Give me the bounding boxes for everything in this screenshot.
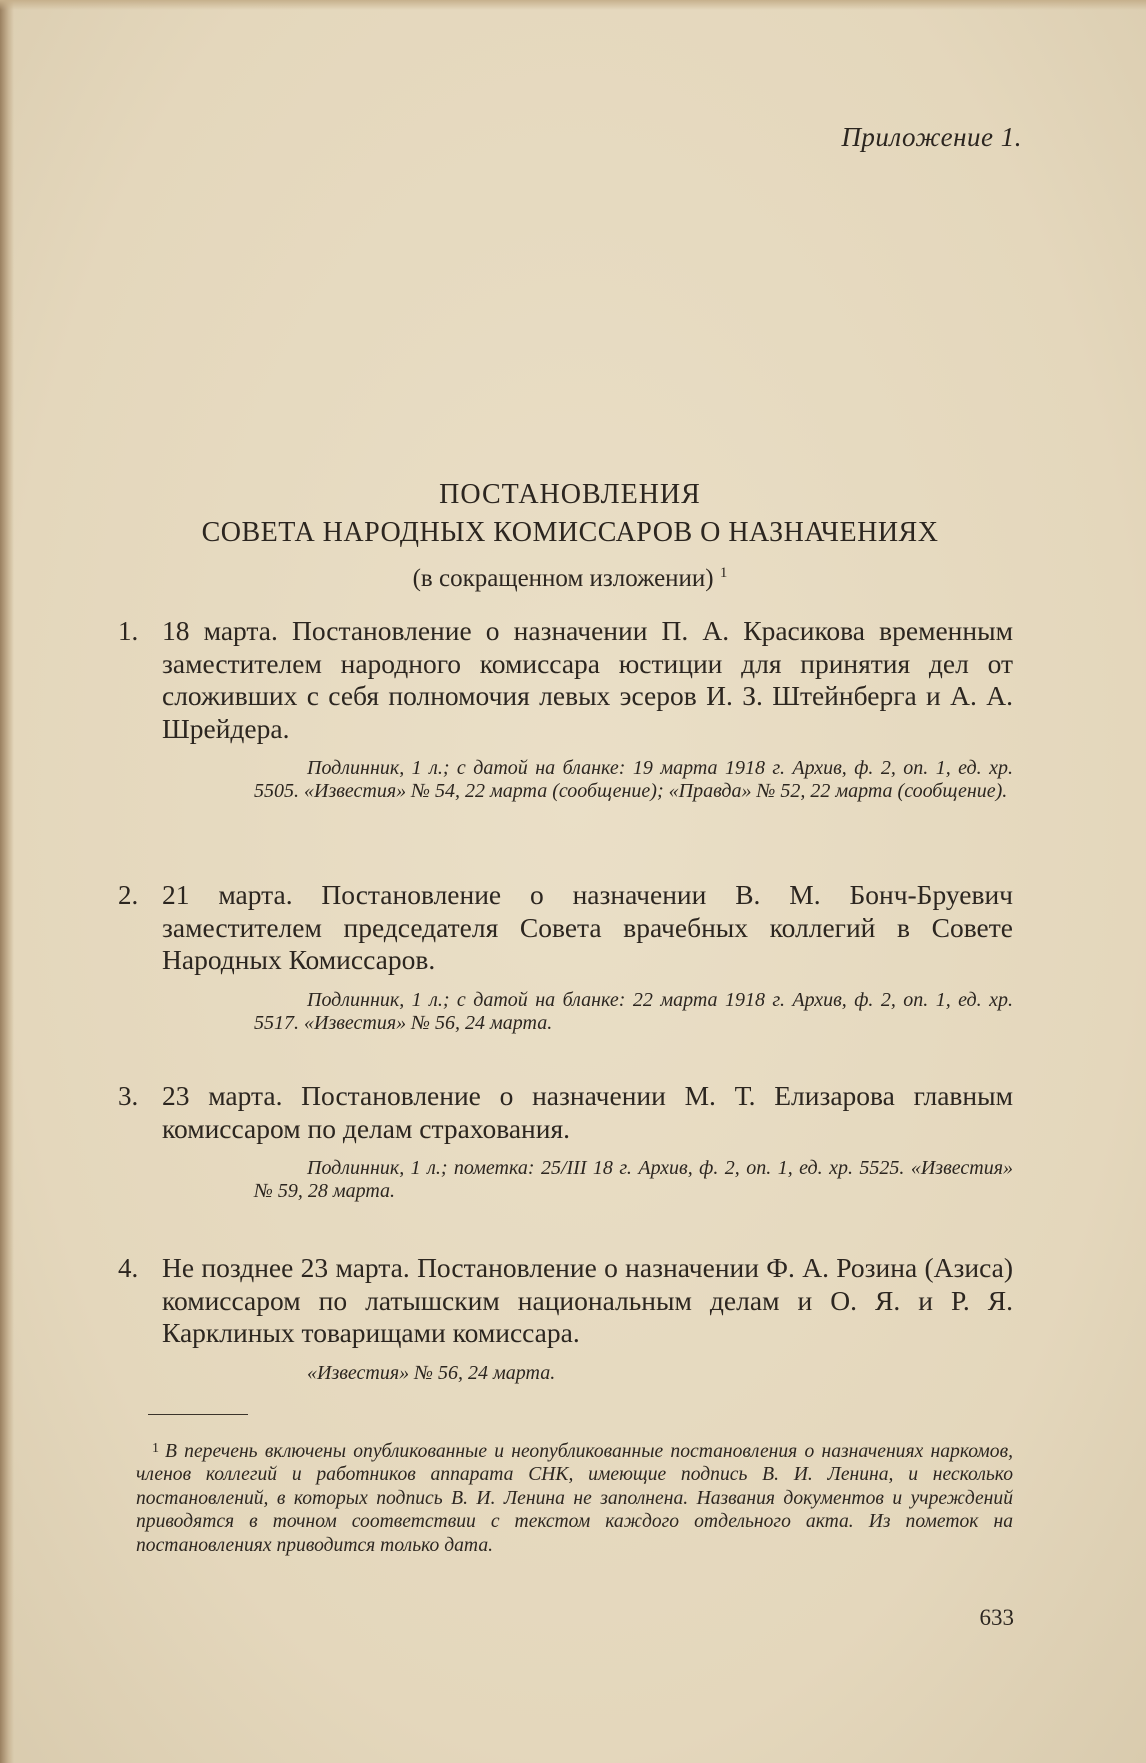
resolution-item-2 bbox=[118, 879, 1013, 1035]
resolution-item-4 bbox=[118, 1252, 1013, 1385]
item-source: Подлинник, 1 л.; с датой на бланке: 19 марта 1918 г. Архив, ф. 2, оп. 1, ед. хр. 5505. «Известия» № 54, 22 марта (сообщение); «Правда» № 52, 22 марта (сообщение). bbox=[254, 757, 1013, 802]
resolution-item-1 bbox=[118, 615, 1013, 803]
item-source: Подлинник, 1 л.; с датой на бланке: 22 марта 1918 г. Архив, ф. 2, оп. 1, ед. хр. 5517. «Известия» № 56, 24 марта. bbox=[254, 988, 1013, 1034]
page-top-edge bbox=[0, 0, 1146, 10]
page-binding-edge bbox=[0, 0, 14, 1763]
item-number: 1. bbox=[118, 616, 139, 646]
footnote-marker: 1 bbox=[152, 1441, 159, 1456]
heading-line-1: ПОСТАНОВЛЕНИЯ bbox=[439, 479, 701, 510]
item-text: Не позднее 23 марта. Постановление о назначении Ф. А. Розина (Азиса) комиссаром по латышским национальным делам и О. Я. и Р. Я. Карклиных товарищами комиссара. bbox=[162, 1252, 1013, 1348]
footnote-divider bbox=[148, 1414, 248, 1415]
item-source: Подлинник, 1 л.; пометка: 25/III 18 г. Архив, ф. 2, оп. 1, ед. хр. 5525. «Известия» № 59, 28 марта. bbox=[254, 1157, 1013, 1202]
heading-line-2: СОВЕТА НАРОДНЫХ КОМИССАРОВ О НАЗНАЧЕНИЯХ bbox=[201, 517, 939, 548]
page-number: 633 bbox=[979, 1605, 1014, 1630]
item-text: 18 марта. Постановление о назначении П. А. Красикова временным заместителем народного комиссара юстиции для принятия дел от сложивших с себя полномочия левых эсеров И. З. Штейнберга и А. А. Шрейдера. bbox=[162, 615, 1013, 744]
item-number: 2. bbox=[118, 880, 139, 910]
item-text: 23 марта. Постановление о назначении М. Т. Елизарова главным комиссаром по делам страхования. bbox=[162, 1080, 1013, 1144]
item-text: 21 марта. Постановление о назначении В. М. Бонч-Бруевич заместителем председателя Совета врачебных коллегий в Совете Народных Комиссаров. bbox=[162, 879, 1013, 975]
resolution-item-3 bbox=[118, 1080, 1013, 1203]
item-number: 3. bbox=[118, 1081, 139, 1111]
appendix-label: Приложение 1. bbox=[841, 122, 1022, 152]
heading-subtitle: (в сокращенном изложении) bbox=[412, 565, 714, 592]
heading-footnote-ref: 1 bbox=[719, 565, 728, 581]
item-source: «Известия» № 56, 24 марта. bbox=[307, 1361, 556, 1384]
footnote-text: В перечень включены опубликованные и неопубликованные постановления о назначениях наркомов, членов коллегий и работников аппарата СНК, имеющие подпись В. И. Ленина, и несколько постановлений, в которых подпись В. И. Ленина не заполнена. Названия документов и учреждений приводятся в точном соответствии с текстом каждого отдельного акта. Из пометок на постановлениях приводится только дата. bbox=[136, 1441, 1013, 1556]
footnote bbox=[136, 1437, 1013, 1557]
heading-line-3 bbox=[120, 554, 1020, 598]
item-number: 4. bbox=[118, 1253, 139, 1283]
